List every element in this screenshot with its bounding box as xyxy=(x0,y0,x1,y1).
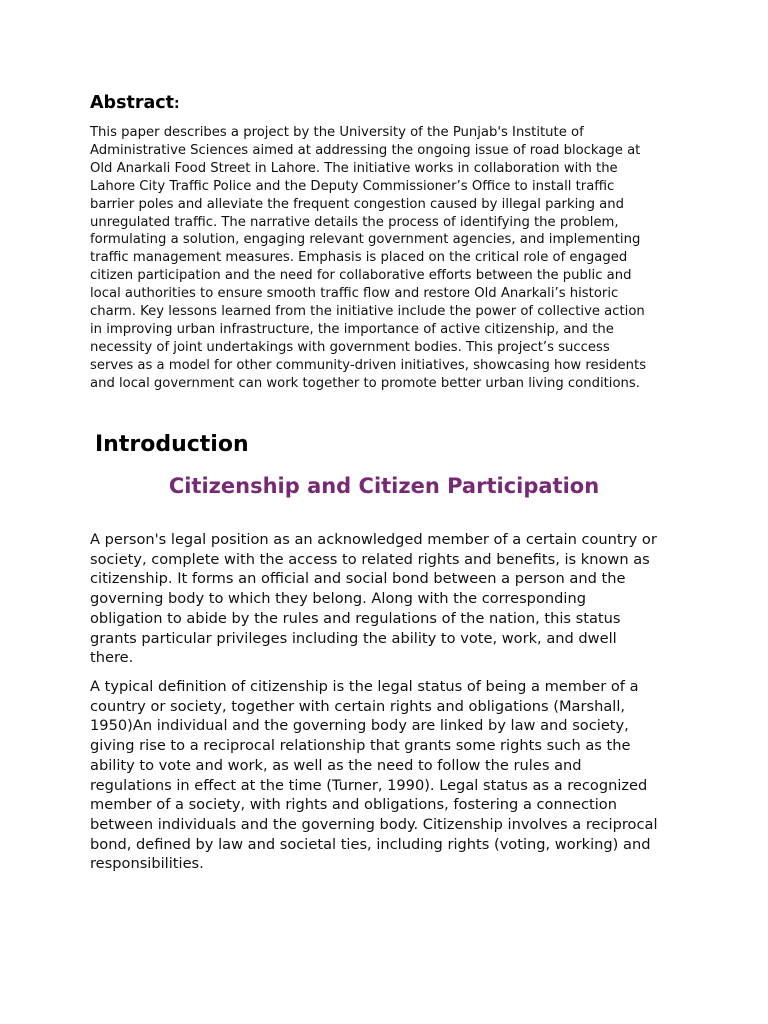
intro-paragraph-1: A person's legal position as an acknowledged member of a certain country or society, complete with the access to related rights and benefits, is known as citizenship. It forms an official and social bond between a person and the governing body to which they belong. Along with the corresponding obligation to abide by the rules and regulations of the nation, this status grants particular privileges including the ability to vote, work, and dwell there. xyxy=(90,531,657,667)
introduction-heading: Introduction xyxy=(95,432,249,457)
intro-paragraph-2: A typical definition of citizenship is the legal status of being a member of a country or society, together with certain rights and obligations (Marshall, 1950)An individual and the governing body are linked by law and society, giving rise to a reciprocal relationship that grants some rights such as the ability to vote and work, as well as the need to follow the rules and regulations in effect at the time (Turner, 1990). Legal status as a recognized member of a society, with rights and obligations, fostering a connection between individuals and the governing body. Citizenship involves a reciprocal bond, defined by law and societal ties, including rights (voting, working) and responsibilities. xyxy=(90,678,658,873)
section-title: Citizenship and Citizen Participation xyxy=(168,474,600,498)
abstract-heading-colon: : xyxy=(174,96,180,112)
abstract-heading-text: Abstract xyxy=(90,93,175,113)
abstract-heading xyxy=(90,92,180,115)
abstract-body: This paper describes a project by the University of the Punjab's Institute of Administrative Sciences aimed at addressing the ongoing issue of road blockage at Old Anarkali Food Street in Lahore. The initiative works in collaboration with the Lahore City Traffic Police and the Deputy Commissioner’s Office to install traffic barrier poles and alleviate the frequent congestion caused by illegal parking and unregulated traffic. The narrative details the process of identifying the problem, formulating a solution, engaging relevant government agencies, and implementing traffic management measures. Emphasis is placed on the critical role of engaged citizen participation and the need for collaborative efforts between the public and local authorities to ensure smooth traffic flow and restore Old Anarkali’s historic charm. Key lessons learned from the initiative include the power of collective action in improving urban infrastructure, the importance of active citizenship, and the necessity of joint undertakings with government bodies. This project’s success serves as a model for other community-driven initiatives, showcasing how residents and local government can work together to promote better urban living conditions. xyxy=(90,125,647,391)
